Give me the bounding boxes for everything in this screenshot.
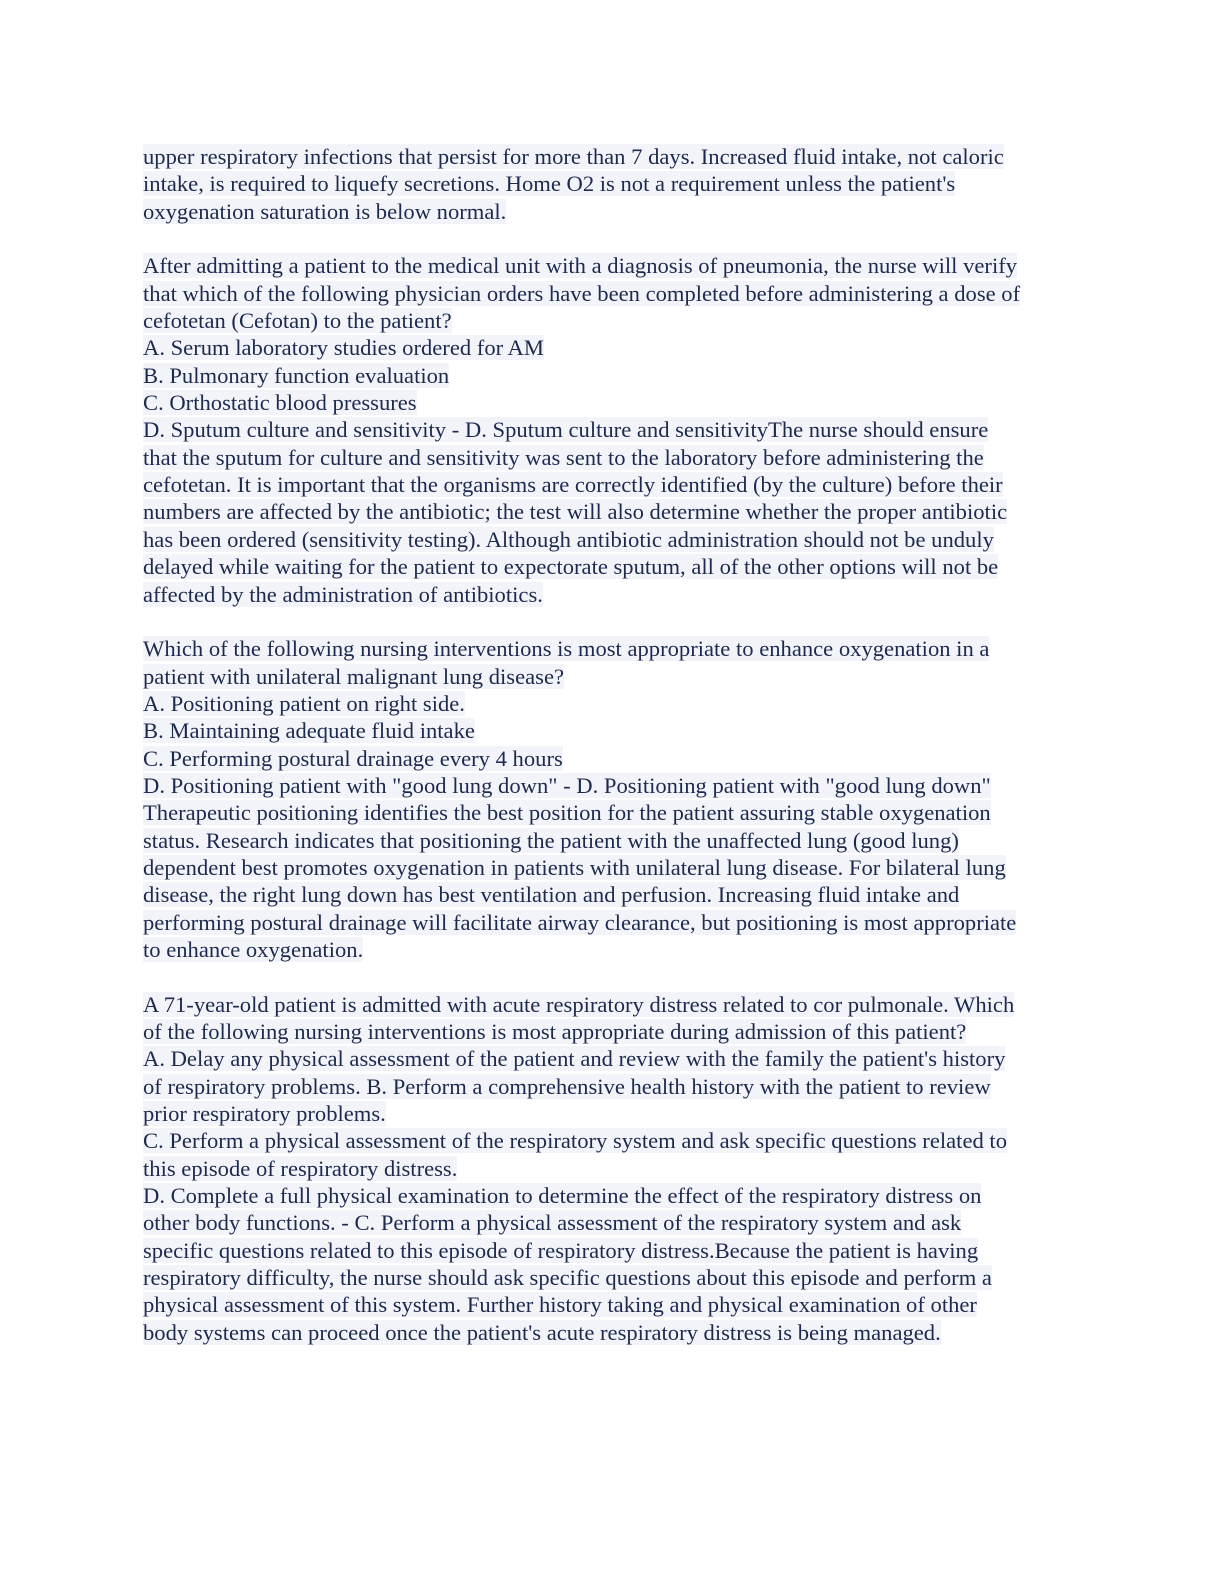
answer-option-a: A. Positioning patient on right side. <box>143 690 465 716</box>
question-text-line: cefotetan (Cefotan) to the patient? <box>143 308 452 334</box>
question-text-line: patient with unilateral malignant lung disease? <box>143 663 564 689</box>
answer-option-d: D. Complete a full physical examination to determine the effect of the respiratory distress on <box>143 1183 982 1209</box>
rationale-line: affected by the administration of antibiotics. <box>143 581 543 607</box>
paragraph-gap <box>143 225 1083 252</box>
rationale-line: delayed while waiting for the patient to expectorate sputum, all of the other options will not be <box>143 554 999 580</box>
question-cor-pulmonale <box>143 991 1083 1346</box>
question-text-line: of the following nursing interventions is most appropriate during admission of this patient? <box>143 1019 967 1044</box>
rationale-line: status. Research indicates that positioning the patient with the unaffected lung (good lung) <box>143 827 959 853</box>
answer-option-b: prior respiratory problems. <box>143 1101 386 1127</box>
rationale-line: that the sputum for culture and sensitivity was sent to the laboratory before administering the <box>143 444 984 470</box>
rationale-line: performing postural drainage will facilitate airway clearance, but positioning is most appropriate <box>143 909 1017 935</box>
rationale-line: to enhance oxygenation. <box>143 936 364 962</box>
rationale-line: respiratory difficulty, the nurse should ask specific questions about this episode and perform a <box>143 1265 992 1291</box>
rationale-line: disease, the right lung down has best ventilation and perfusion. Increasing fluid intake and <box>143 882 960 908</box>
answer-option-c: C. Perform a physical assessment of the respiratory system and ask specific questions related to <box>143 1128 1007 1154</box>
rationale-line: dependent best promotes oxygenation in patients with unilateral lung disease. For bilateral lung <box>143 854 1006 880</box>
answer-option-b: B. Pulmonary function evaluation <box>143 362 450 388</box>
answer-option-a: A. Delay any physical assessment of the patient and review with the family the patient's history <box>143 1046 1006 1072</box>
question-text-line: After admitting a patient to the medical unit with a diagnosis of pneumonia, the nurse will verify <box>143 253 1018 279</box>
rationale-line: Therapeutic positioning identifies the best position for the patient assuring stable oxygenation <box>143 800 991 826</box>
rationale-line: body systems can proceed once the patient's acute respiratory distress is being managed. <box>143 1319 941 1345</box>
text-line: intake, is required to liquefy secretions. Home O2 is not a requirement unless the patient's <box>143 171 956 197</box>
text-line: oxygenation saturation is below normal. <box>143 198 507 224</box>
answer-option-d: D. Positioning patient with "good lung down" - D. Positioning patient with "good lung down" <box>143 772 991 798</box>
paragraph-intro <box>143 143 1083 225</box>
document-page <box>143 143 1083 1346</box>
answer-option-c: C. Orthostatic blood pressures <box>143 390 417 416</box>
answer-option-b: B. Maintaining adequate fluid intake <box>143 718 475 744</box>
answer-option-a: A. Serum laboratory studies ordered for AM <box>143 335 544 361</box>
rationale-line: other body functions. - C. Perform a physical assessment of the respiratory system and ask <box>143 1210 962 1236</box>
question-text-line: Which of the following nursing interventions is most appropriate to enhance oxygenation in a <box>143 636 990 662</box>
question-cefotetan <box>143 252 1083 607</box>
rationale-line: specific questions related to this episode of respiratory distress.Because the patient is having <box>143 1237 979 1263</box>
rationale-line: numbers are affected by the antibiotic; the test will also determine whether the proper antibiotic <box>143 499 1008 525</box>
answer-option-c: C. Performing postural drainage every 4 hours <box>143 745 563 771</box>
question-oxygenation <box>143 635 1083 963</box>
rationale-line: has been ordered (sensitivity testing). Although antibiotic administration should not be unduly <box>143 526 994 552</box>
answer-option-d: D. Sputum culture and sensitivity - D. Sputum culture and sensitivityThe nurse should ensure <box>143 417 989 443</box>
rationale-line: physical assessment of this system. Further history taking and physical examination of other <box>143 1292 977 1318</box>
question-text-line: A 71-year-old patient is admitted with acute respiratory distress related to cor pulmonale. Which <box>143 991 1015 1017</box>
question-text-line: that which of the following physician orders have been completed before administering a dose of <box>143 280 1021 306</box>
text-line: upper respiratory infections that persist for more than 7 days. Increased fluid intake, not caloric <box>143 144 1004 169</box>
answer-option-c: this episode of respiratory distress. <box>143 1155 458 1181</box>
paragraph-gap <box>143 963 1083 990</box>
answer-option-b: of respiratory problems. B. Perform a comprehensive health history with the patient to review <box>143 1073 991 1099</box>
rationale-line: cefotetan. It is important that the organisms are correctly identified (by the culture) before their <box>143 472 1003 498</box>
paragraph-gap <box>143 608 1083 635</box>
